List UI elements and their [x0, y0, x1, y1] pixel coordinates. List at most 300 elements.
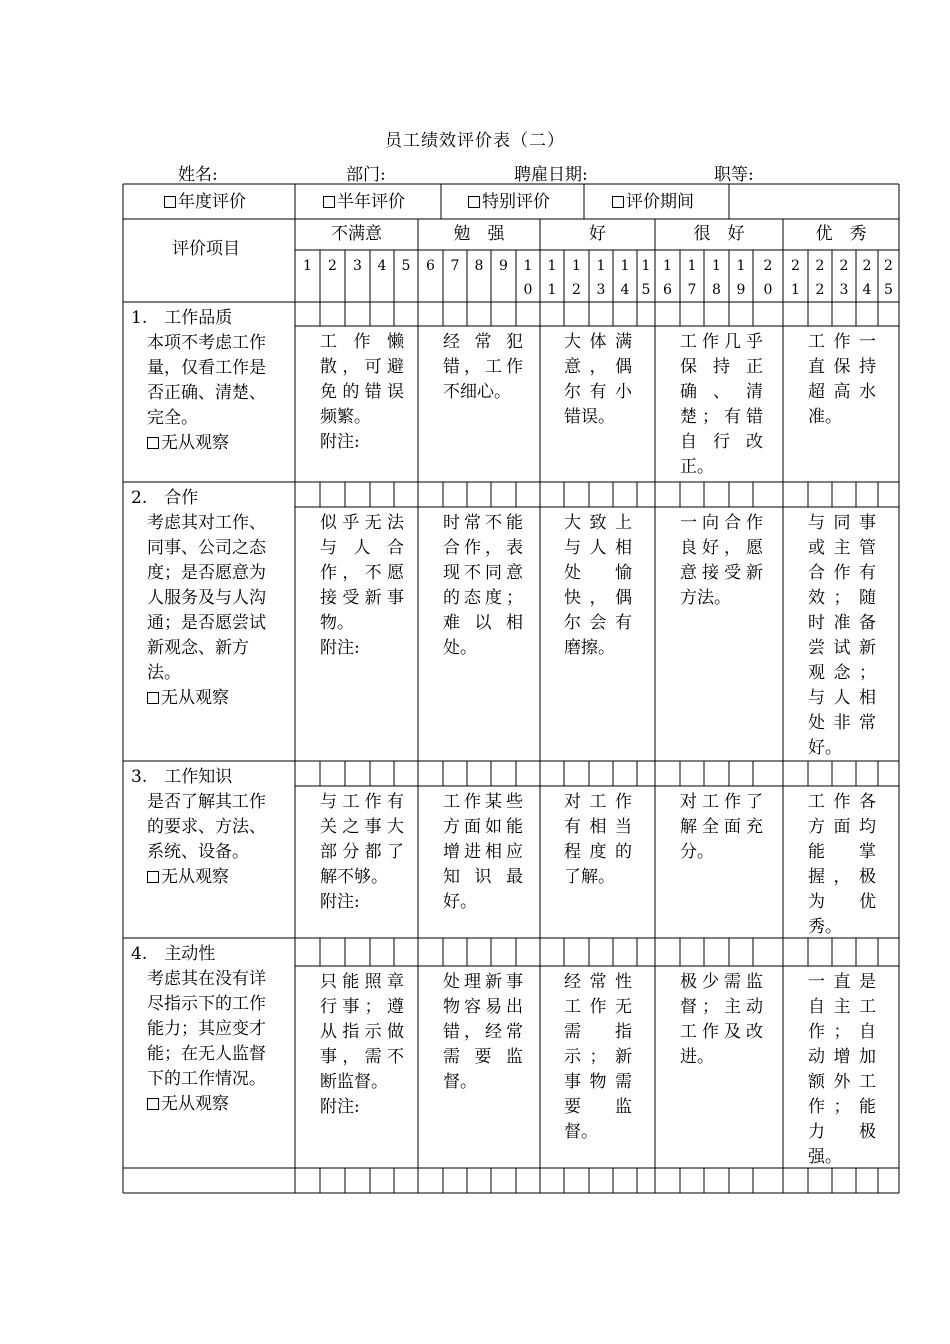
score-box[interactable]: [832, 482, 856, 507]
score-box[interactable]: [808, 761, 832, 786]
level-description-1: [320, 330, 404, 455]
score-box[interactable]: [418, 761, 443, 786]
department-label: 部门:: [346, 165, 386, 185]
level-description-2: [443, 790, 523, 915]
level-description-line: 工作及改: [680, 1022, 763, 1042]
score-box[interactable]: [589, 938, 613, 966]
score-box[interactable]: [394, 761, 418, 786]
score-box[interactable]: [516, 482, 540, 507]
level-description-line: 自主工: [808, 997, 876, 1017]
item-description-line: 考虑其在没有详: [147, 969, 266, 989]
level-description-1: [320, 511, 404, 661]
item-description-line: 系统、设备。: [147, 842, 249, 862]
score-box[interactable]: [345, 302, 370, 326]
score-box[interactable]: [467, 302, 491, 326]
level-description-line: 极少需监: [680, 972, 763, 992]
level-description-5: [808, 790, 876, 940]
level-description-line: 与人合: [320, 538, 404, 558]
score-box[interactable]: [418, 302, 443, 326]
score-box[interactable]: [345, 761, 370, 786]
item-description-line: 同事、公司之态: [147, 538, 266, 558]
score-cell-23[interactable]: [832, 250, 856, 302]
score-digit: 3: [839, 282, 849, 298]
level-description-line: 工作各: [808, 792, 876, 812]
level-description-line: 快，偶: [564, 588, 632, 608]
score-box[interactable]: [467, 482, 491, 507]
item-description-line: 能力；其应变才: [147, 1019, 266, 1039]
level-description-line: 现不同意: [443, 563, 523, 583]
score-digit: 1: [663, 258, 672, 274]
score-cell-20[interactable]: [753, 250, 783, 302]
level-description-line: 力极: [808, 1122, 876, 1142]
score-box[interactable]: [637, 482, 655, 507]
level-description-line: 效；随: [808, 588, 876, 608]
score-box[interactable]: [878, 302, 899, 326]
score-box[interactable]: [320, 761, 345, 786]
score-box[interactable]: [753, 938, 783, 966]
no-observe-option[interactable]: [147, 431, 229, 456]
level-description-line: 自行改: [680, 432, 763, 452]
level-description-3: [564, 790, 632, 890]
score-cell-15[interactable]: [637, 250, 655, 302]
item-description-line: 考虑其对工作、: [147, 513, 266, 533]
score-box[interactable]: [564, 302, 589, 326]
score-box[interactable]: [370, 302, 394, 326]
score-cell-12[interactable]: [564, 250, 589, 302]
level-description-2: [443, 330, 523, 405]
score-box[interactable]: [704, 482, 729, 507]
level-description-1: [320, 790, 404, 915]
level-description-line: 工作一: [808, 332, 876, 352]
level-description-line: 作，不愿: [320, 563, 404, 583]
option-special[interactable]: 特别评价: [468, 190, 550, 215]
item-description-line: 量，仅看工作是: [147, 358, 266, 378]
no-observe-label: 无从观察: [161, 433, 229, 453]
score-cell-9[interactable]: [491, 250, 516, 302]
level-description-4: [680, 511, 763, 611]
level-description-line: 与人相: [808, 688, 876, 708]
level-description-line: 与工作有: [320, 792, 404, 812]
score-box[interactable]: [655, 482, 680, 507]
level-description-line: 作；能: [808, 1097, 876, 1117]
level-description-4: [680, 970, 763, 1070]
score-digit: 2: [839, 258, 849, 274]
level-description-line: 动增加: [808, 1047, 876, 1067]
note-label: 附注:: [320, 432, 360, 452]
score-box[interactable]: [856, 302, 878, 326]
score-box[interactable]: [613, 938, 637, 966]
level-description-line: 的态度；: [443, 588, 523, 608]
level-description-line: 直保持: [808, 357, 876, 377]
level-description-line: 握，极: [808, 867, 876, 887]
level-description-line: 频繁。: [320, 407, 371, 427]
level-description-line: 合作有: [808, 563, 876, 583]
score-cell-25[interactable]: [878, 250, 899, 302]
score-box[interactable]: [783, 938, 808, 966]
level-description-line: 只能照章: [320, 972, 404, 992]
item-description-line: 能；在无人监督: [147, 1044, 266, 1064]
score-box[interactable]: [320, 482, 345, 507]
score-box[interactable]: [704, 302, 729, 326]
checkbox-icon[interactable]: [164, 196, 176, 208]
no-observe-label: 无从观察: [161, 1094, 229, 1114]
level-description-line: 尔会有: [564, 613, 632, 633]
score-cell-21[interactable]: [783, 250, 808, 302]
score-box[interactable]: [443, 482, 467, 507]
score-box[interactable]: [345, 482, 370, 507]
level-description-line: 错，工作: [443, 357, 523, 377]
score-box[interactable]: [394, 938, 418, 966]
score-box[interactable]: [655, 302, 680, 326]
level-description-line: 需要监: [443, 1047, 523, 1067]
checkbox-icon[interactable]: [323, 196, 335, 208]
score-cell-10[interactable]: [516, 250, 540, 302]
score-box[interactable]: [613, 761, 637, 786]
score-box[interactable]: [589, 761, 613, 786]
level-description-line: 督。: [443, 1072, 477, 1092]
level-description-line: 合作，表: [443, 538, 523, 558]
level-description-line: 处理新事: [443, 972, 523, 992]
score-box[interactable]: [655, 938, 680, 966]
score-box[interactable]: [443, 302, 467, 326]
level-description-line: 不细心。: [443, 382, 511, 402]
item-description-line: 本项不考虑工作: [147, 333, 266, 353]
level-description-1: [320, 970, 404, 1120]
score-box[interactable]: [467, 761, 491, 786]
grade-label: 职等:: [714, 165, 754, 185]
level-description-line: 关之事大: [320, 817, 404, 837]
score-box[interactable]: [753, 302, 783, 326]
score-box[interactable]: [856, 482, 878, 507]
level-description-line: 从指示做: [320, 1022, 404, 1042]
score-box[interactable]: [516, 761, 540, 786]
level-description-line: 秀。: [808, 917, 842, 937]
level-description-line: 督。: [564, 1122, 598, 1142]
score-cell-13[interactable]: [589, 250, 613, 302]
level-description-line: 督；主动: [680, 997, 763, 1017]
score-digit: 6: [663, 282, 672, 298]
score-digit: 7: [687, 282, 697, 298]
score-box[interactable]: [808, 302, 832, 326]
level-description-line: 正。: [680, 457, 714, 477]
level-description-line: 作；自: [808, 1022, 876, 1042]
rating-level-4: 很 好: [693, 224, 745, 244]
rating-level-5: 优 秀: [815, 224, 867, 244]
level-description-line: 对工作: [564, 792, 632, 812]
checkbox-icon[interactable]: [147, 692, 159, 704]
score-cell-6[interactable]: [418, 250, 443, 302]
score-digit: 1: [736, 258, 746, 274]
level-description-line: 工作某些: [443, 792, 523, 812]
score-box[interactable]: [491, 302, 516, 326]
score-cell-2[interactable]: [320, 250, 345, 302]
level-description-line: 观念；: [808, 663, 876, 683]
item-description-line: 人服务及与人沟: [147, 588, 266, 608]
score-digit: 4: [862, 282, 872, 298]
score-box[interactable]: [295, 938, 320, 966]
score-box[interactable]: [856, 938, 878, 966]
score-box[interactable]: [637, 938, 655, 966]
level-description-line: 进。: [680, 1047, 714, 1067]
item-title: 1. 工作品质: [131, 308, 233, 328]
level-description-line: 为优: [808, 892, 876, 912]
score-cell-4[interactable]: [370, 250, 394, 302]
score-box[interactable]: [878, 938, 899, 966]
score-cell-22[interactable]: [808, 250, 832, 302]
level-description-line: 物。: [320, 613, 354, 633]
score-box[interactable]: [729, 938, 753, 966]
level-description-line: 尔有小: [564, 382, 632, 402]
score-digit: 2: [791, 258, 800, 274]
score-box[interactable]: [394, 482, 418, 507]
score-box[interactable]: [613, 302, 637, 326]
level-description-line: 分。: [680, 842, 714, 862]
option-annual[interactable]: 年度评价: [164, 190, 246, 215]
score-digit: 1: [547, 282, 557, 298]
score-box[interactable]: [589, 302, 613, 326]
score-box[interactable]: [540, 761, 564, 786]
level-description-line: 断监督。: [320, 1072, 388, 1092]
note-label: 附注:: [320, 638, 360, 658]
rating-level-2: 勉 强: [453, 224, 505, 244]
name-label: 姓名:: [178, 165, 218, 185]
score-cell-19[interactable]: [729, 250, 753, 302]
score-box[interactable]: [832, 938, 856, 966]
no-observe-option[interactable]: [147, 865, 229, 890]
level-description-line: 解不够。: [320, 867, 388, 887]
score-box[interactable]: [753, 761, 783, 786]
score-digit: 9: [499, 258, 508, 274]
score-digit: 1: [641, 258, 651, 274]
level-description-line: 能掌: [808, 842, 876, 862]
score-box[interactable]: [370, 482, 394, 507]
score-cell-16[interactable]: [655, 250, 680, 302]
no-observe-option[interactable]: [147, 686, 229, 711]
level-description-line: 错，经常: [443, 1022, 523, 1042]
score-cell-24[interactable]: [856, 250, 878, 302]
score-cell-14[interactable]: [613, 250, 637, 302]
score-box[interactable]: [345, 938, 370, 966]
level-description-line: 良好，愿: [680, 538, 763, 558]
level-description-2: [443, 511, 523, 661]
checkbox-icon[interactable]: [147, 437, 159, 449]
score-box[interactable]: [680, 761, 704, 786]
score-digit: 7: [450, 258, 460, 274]
level-description-line: 行事；遵: [320, 997, 404, 1017]
level-description-5: [808, 330, 876, 430]
score-cell-5[interactable]: [394, 250, 418, 302]
score-box[interactable]: [655, 761, 680, 786]
score-box[interactable]: [783, 302, 808, 326]
score-box[interactable]: [729, 761, 753, 786]
level-description-line: 磨擦。: [564, 638, 615, 658]
level-description-line: 好。: [808, 738, 842, 758]
score-box[interactable]: [540, 482, 564, 507]
level-description-line: 楚；有错: [680, 407, 763, 427]
score-box[interactable]: [443, 761, 467, 786]
score-digit: 2: [763, 258, 773, 274]
item-description-line: 是否了解其工作: [147, 792, 266, 812]
level-description-line: 示；新: [564, 1047, 632, 1067]
score-box[interactable]: [637, 761, 655, 786]
score-cell-7[interactable]: [443, 250, 467, 302]
score-box[interactable]: [418, 482, 443, 507]
score-box[interactable]: [637, 302, 655, 326]
level-description-line: 工作几乎: [680, 332, 763, 352]
level-description-line: 大体满: [564, 332, 632, 352]
item-title: 4. 主动性: [131, 944, 216, 964]
score-box[interactable]: [878, 761, 899, 786]
level-description-line: 部分都了: [320, 842, 404, 862]
score-cell-3[interactable]: [345, 250, 370, 302]
score-box[interactable]: [729, 302, 753, 326]
score-box[interactable]: [783, 482, 808, 507]
level-description-line: 方面均: [808, 817, 876, 837]
score-box[interactable]: [540, 302, 564, 326]
level-description-line: 与人相: [564, 538, 632, 558]
item-description-line: 尽指示下的工作: [147, 994, 266, 1014]
level-description-4: [680, 790, 763, 865]
score-cell-18[interactable]: [704, 250, 729, 302]
score-box[interactable]: [680, 482, 704, 507]
score-digit: 2: [572, 282, 581, 298]
score-box[interactable]: [443, 938, 467, 966]
score-box[interactable]: [564, 938, 589, 966]
score-box[interactable]: [491, 761, 516, 786]
score-box[interactable]: [753, 482, 783, 507]
score-box[interactable]: [589, 482, 613, 507]
option-period[interactable]: 评价期间: [612, 190, 694, 215]
score-digit: 5: [884, 282, 893, 298]
score-box[interactable]: [320, 938, 345, 966]
level-description-line: 大致上: [564, 513, 632, 533]
score-box[interactable]: [295, 761, 320, 786]
score-box[interactable]: [729, 482, 753, 507]
score-digit: 8: [712, 282, 721, 298]
item-description-line: 法。: [147, 663, 181, 683]
score-box[interactable]: [491, 482, 516, 507]
score-box[interactable]: [613, 482, 637, 507]
score-box[interactable]: [832, 761, 856, 786]
score-digit: 2: [884, 258, 893, 274]
score-box[interactable]: [832, 302, 856, 326]
score-cell-8[interactable]: [467, 250, 491, 302]
level-description-line: 时常不能: [443, 513, 523, 533]
score-box[interactable]: [680, 938, 704, 966]
score-box[interactable]: [878, 482, 899, 507]
level-description-line: 程度的: [564, 842, 632, 862]
score-digit: 1: [572, 258, 581, 274]
item-title: 3. 工作知识: [131, 767, 233, 787]
score-box[interactable]: [564, 482, 589, 507]
level-description-line: 解全面充: [680, 817, 763, 837]
level-description-5: [808, 970, 876, 1170]
level-description-line: 经常犯: [443, 332, 523, 352]
score-box[interactable]: [491, 938, 516, 966]
level-description-line: 或主管: [808, 538, 876, 558]
score-box[interactable]: [295, 482, 320, 507]
score-box[interactable]: [418, 938, 443, 966]
level-description-line: 知识最: [443, 867, 523, 887]
level-description-line: 经常性: [564, 972, 632, 992]
level-description-line: 处。: [443, 638, 477, 658]
no-observe-option[interactable]: [147, 1092, 229, 1117]
level-description-line: 处非常: [808, 713, 876, 733]
level-description-line: 意接受新: [680, 563, 763, 583]
score-box[interactable]: [856, 761, 878, 786]
level-description-line: 接受新事: [320, 588, 404, 608]
item-description-line: 新观念、新方: [147, 638, 249, 658]
score-box[interactable]: [808, 482, 832, 507]
level-description-2: [443, 970, 523, 1095]
score-box[interactable]: [704, 938, 729, 966]
checkbox-icon[interactable]: [147, 871, 159, 883]
rating-level-1: 不满意: [331, 224, 382, 244]
item-description-line: 下的工作情况。: [147, 1069, 266, 1089]
score-box[interactable]: [783, 761, 808, 786]
checkbox-icon[interactable]: [468, 196, 480, 208]
level-description-line: 一向合作: [680, 513, 763, 533]
level-description-line: 好。: [443, 892, 477, 912]
score-cell-17[interactable]: [680, 250, 704, 302]
option-semiannual[interactable]: 半年评价: [323, 190, 405, 215]
item-description-line: 否正确、清楚、: [147, 383, 266, 403]
score-digit: 3: [596, 282, 606, 298]
item-column-header: 评价项目: [172, 239, 240, 259]
score-box[interactable]: [370, 938, 394, 966]
score-digit: 1: [303, 258, 312, 274]
note-label: 附注:: [320, 892, 360, 912]
score-box[interactable]: [564, 761, 589, 786]
level-description-line: 免的错误: [320, 382, 404, 402]
score-box[interactable]: [516, 938, 540, 966]
score-digit: 0: [763, 282, 773, 298]
score-box[interactable]: [704, 761, 729, 786]
level-description-line: 超高水: [808, 382, 876, 402]
level-description-line: 有相当: [564, 817, 632, 837]
score-box[interactable]: [295, 302, 320, 326]
score-box[interactable]: [320, 302, 345, 326]
level-description-line: 似乎无法: [320, 513, 404, 533]
score-cell-11[interactable]: [540, 250, 564, 302]
score-box[interactable]: [394, 302, 418, 326]
checkbox-icon[interactable]: [147, 1098, 159, 1110]
score-digit: 1: [523, 258, 533, 274]
score-box[interactable]: [680, 302, 704, 326]
item-title: 2. 合作: [131, 488, 199, 508]
score-box[interactable]: [370, 761, 394, 786]
score-digit: 1: [596, 258, 606, 274]
level-description-line: 对工作了: [680, 792, 763, 812]
score-box[interactable]: [516, 302, 540, 326]
score-box[interactable]: [808, 938, 832, 966]
level-description-3: [564, 511, 632, 661]
score-digit: 0: [523, 282, 533, 298]
level-description-line: 额外工: [808, 1072, 876, 1092]
level-description-line: 难以相: [443, 613, 523, 633]
score-cell-1[interactable]: [295, 250, 320, 302]
level-description-line: 方法。: [680, 588, 731, 608]
level-description-line: 确、清: [680, 382, 763, 402]
score-box[interactable]: [540, 938, 564, 966]
level-description-line: 意，偶: [564, 357, 632, 377]
score-digit: 2: [328, 258, 337, 274]
checkbox-icon[interactable]: [612, 196, 624, 208]
level-description-line: 工作无: [564, 997, 632, 1017]
level-description-line: 强。: [808, 1147, 842, 1167]
score-box[interactable]: [467, 938, 491, 966]
level-description-line: 增进相应: [443, 842, 523, 862]
